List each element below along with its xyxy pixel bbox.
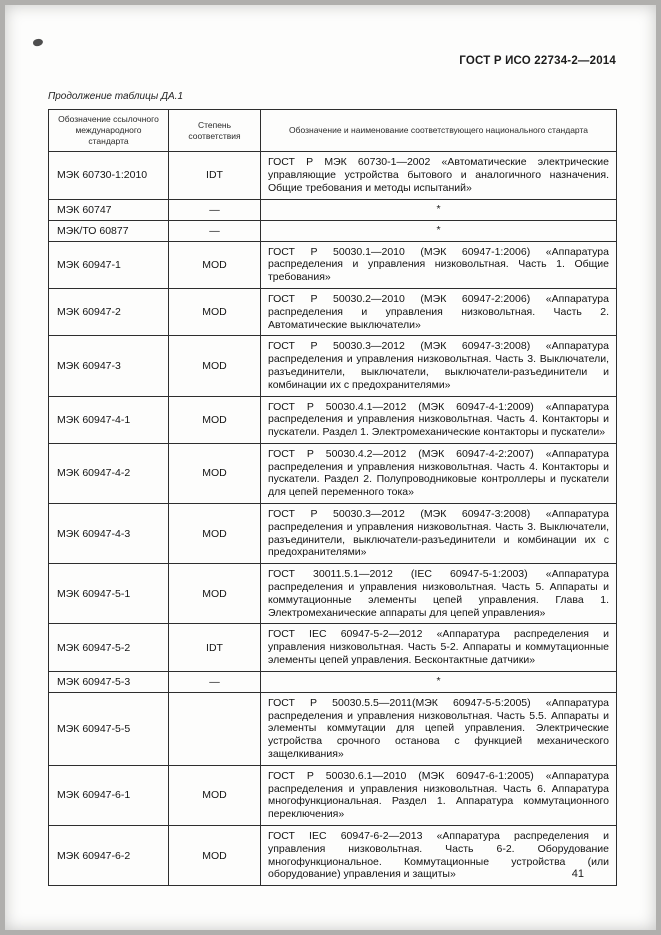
national-standard-cell: ГОСТ Р 50030.6.1—2010 (МЭК 60947-6-1:2005) «Аппаратура распределения и управления низковольтная. Часть 6. Аппаратура многофункциональная. Раздел 1. Аппаратура коммутационного переключения»: [261, 765, 617, 825]
table-header: [49, 110, 617, 152]
degree-cell: MOD: [169, 504, 261, 564]
table-caption: Продолжение таблицы ДА.1: [48, 91, 184, 102]
degree-cell: MOD: [169, 336, 261, 396]
international-standard-cell: МЭК 60947-4-3: [49, 504, 169, 564]
degree-cell: —: [169, 199, 261, 220]
international-standard-cell: МЭК/ТО 60877: [49, 220, 169, 241]
international-standard-cell: МЭК 60947-5-1: [49, 564, 169, 624]
column-header-international-standard: Обозначение ссылочного международного стандарта: [49, 110, 169, 152]
table-header-row: [49, 110, 617, 152]
table-row: [49, 826, 617, 886]
page-number: 41: [571, 868, 584, 880]
table-row: [49, 199, 617, 220]
national-standard-cell: ГОСТ Р МЭК 60730-1—2002 «Автоматические электрические управляющие устройства бытового и аналогичного назначения. Общие требования и методы испытаний»: [261, 152, 617, 199]
table-row: [49, 241, 617, 288]
table-row: [49, 564, 617, 624]
national-standard-cell: ГОСТ Р 50030.5.5—2011(МЭК 60947-5-5:2005) «Аппаратура распределения и управления низковольтная. Часть 5.5. Аппараты и элементы коммутации для цепей управления. Электрические устройства срочного останова с функцией механического защелкивания»: [261, 692, 617, 765]
national-standard-cell: ГОСТ Р 50030.3—2012 (МЭК 60947-3:2008) «Аппаратура распределения и управления низковольтная. Часть 3. Выключатели, разъединители, выключатели-разъединители и комбинации их с предохранителями»: [261, 504, 617, 564]
degree-cell: MOD: [169, 443, 261, 503]
degree-cell: —: [169, 220, 261, 241]
international-standard-cell: МЭК 60947-1: [49, 241, 169, 288]
table-row: [49, 624, 617, 671]
national-standard-cell: *: [261, 671, 617, 692]
degree-cell: MOD: [169, 288, 261, 335]
degree-cell: —: [169, 671, 261, 692]
table-row: [49, 504, 617, 564]
standards-table: [48, 109, 617, 886]
national-standard-cell: ГОСТ IEC 60947-5-2—2012 «Аппаратура распределения и управления низковольтная. Часть 5-2. Аппараты и коммутационные элементы цепей управления. Бесконтактные датчики»: [261, 624, 617, 671]
degree-cell: IDT: [169, 624, 261, 671]
international-standard-cell: МЭК 60747: [49, 199, 169, 220]
degree-cell: MOD: [169, 564, 261, 624]
national-standard-cell: ГОСТ 30011.5.1—2012 (IEC 60947-5-1:2003) «Аппаратура распределения и управления низковольтная. Часть 5. Аппараты и коммутационные элементы цепей управления. Глава 1. Электромеханические аппараты для цепей управления»: [261, 564, 617, 624]
national-standard-cell: ГОСТ IEC 60947-6-2—2013 «Аппаратура распределения и управления низковольтная. Часть 6-2. Оборудование многофункциональное. Коммутационные устройства (или оборудование) управления и защиты»: [261, 826, 617, 886]
national-standard-cell: ГОСТ Р 50030.3—2012 (МЭК 60947-3:2008) «Аппаратура распределения и управления низковольтная. Часть 3. Выключатели, разъединители, выключатели, выключатели-разъединители и комбинации их с предохранителями»: [261, 336, 617, 396]
column-header-national-standard: Обозначение и наименование соответствующего национального стандарта: [261, 110, 617, 152]
table-row: [49, 765, 617, 825]
table-row: [49, 671, 617, 692]
international-standard-cell: МЭК 60730-1:2010: [49, 152, 169, 199]
degree-cell: MOD: [169, 765, 261, 825]
international-standard-cell: МЭК 60947-5-3: [49, 671, 169, 692]
degree-cell: MOD: [169, 826, 261, 886]
table-row: [49, 692, 617, 765]
degree-cell: [169, 692, 261, 765]
international-standard-cell: МЭК 60947-5-5: [49, 692, 169, 765]
national-standard-cell: *: [261, 199, 617, 220]
national-standard-cell: ГОСТ Р 50030.4.2—2012 (МЭК 60947-4-2:2007) «Аппаратура распределения и управления низковольтная. Часть 4. Контакторы и пускатели. Раздел 2. Полупроводниковые контроллеры и пускатели для цепей переменного тока»: [261, 443, 617, 503]
table-row: [49, 152, 617, 199]
international-standard-cell: МЭК 60947-4-1: [49, 396, 169, 443]
document-number: ГОСТ Р ИСО 22734-2—2014: [459, 55, 616, 67]
international-standard-cell: МЭК 60947-6-2: [49, 826, 169, 886]
table-row: [49, 288, 617, 335]
international-standard-cell: МЭК 60947-3: [49, 336, 169, 396]
table-row: [49, 443, 617, 503]
national-standard-cell: *: [261, 220, 617, 241]
international-standard-cell: МЭК 60947-5-2: [49, 624, 169, 671]
national-standard-cell: ГОСТ Р 50030.1—2010 (МЭК 60947-1:2006) «Аппаратура распределения и управления низковольтная. Часть 1. Общие требования»: [261, 241, 617, 288]
column-header-degree: Степень соответствия: [169, 110, 261, 152]
degree-cell: IDT: [169, 152, 261, 199]
degree-cell: MOD: [169, 396, 261, 443]
degree-cell: MOD: [169, 241, 261, 288]
table-body: [49, 152, 617, 886]
table-row: [49, 336, 617, 396]
international-standard-cell: МЭК 60947-2: [49, 288, 169, 335]
table-row: [49, 220, 617, 241]
international-standard-cell: МЭК 60947-6-1: [49, 765, 169, 825]
document-page: [5, 5, 656, 930]
national-standard-cell: ГОСТ Р 50030.2—2010 (МЭК 60947-2:2006) «Аппаратура распределения и управления низковольтная. Часть 2. Автоматические выключатели»: [261, 288, 617, 335]
national-standard-cell: ГОСТ Р 50030.4.1—2012 (МЭК 60947-4-1:2009) «Аппаратура распределения и управления низковольтная. Часть 4. Контакторы и пускатели. Раздел 1. Электромеханические контакторы и пускатели»: [261, 396, 617, 443]
table-row: [49, 396, 617, 443]
international-standard-cell: МЭК 60947-4-2: [49, 443, 169, 503]
